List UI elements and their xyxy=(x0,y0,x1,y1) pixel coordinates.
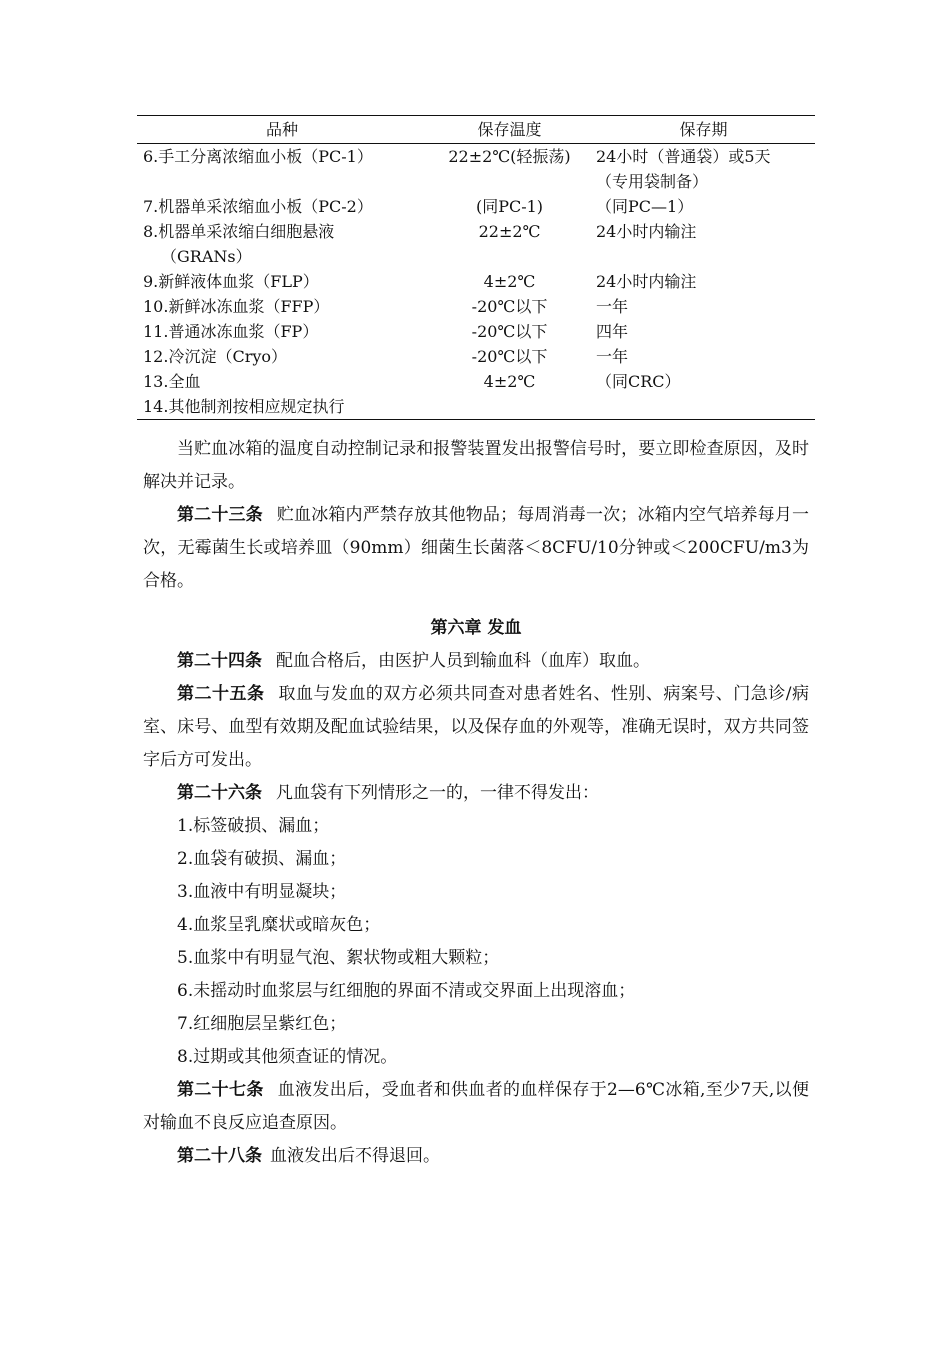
cell-variety: 7.机器单采浓缩血小板（PC-2） xyxy=(143,197,373,216)
cell-period-line1: 24小时（普通袋）或5天 xyxy=(596,147,771,166)
cell-temperature: -20℃以下 xyxy=(471,322,548,341)
table-row xyxy=(137,194,815,219)
cell-variety-line2: （GRANs） xyxy=(161,247,252,266)
cell-temperature: -20℃以下 xyxy=(471,297,548,316)
article-26 xyxy=(143,777,809,810)
article-23-title: 第二十三条 xyxy=(177,505,263,525)
table-header xyxy=(137,116,815,144)
cell-variety: 12.冷沉淀（Cryo） xyxy=(143,347,288,366)
list-item: 7.红细胞层呈紫红色； xyxy=(177,1014,347,1034)
storage-table xyxy=(137,115,815,420)
document-body xyxy=(143,433,809,1173)
header-temperature: 保存温度 xyxy=(477,120,542,139)
table-row xyxy=(137,294,815,319)
cell-period xyxy=(592,144,815,194)
article-24-text: 配血合格后，由医护人员到输血科（血库）取血。 xyxy=(276,651,650,671)
cell-variety xyxy=(137,144,427,194)
table-row xyxy=(137,394,815,419)
list-item: 2.血袋有破损、漏血； xyxy=(177,849,347,869)
cell-temperature: (同PC-1) xyxy=(475,197,544,216)
cell-period: 一年 xyxy=(596,297,629,316)
article-24-title: 第二十四条 xyxy=(177,651,262,671)
article-26-text: 凡血袋有下列情形之一的，一律不得发出： xyxy=(276,783,599,803)
table-row xyxy=(137,344,815,369)
cell-variety xyxy=(137,219,427,269)
cell-temperature: 4±2℃ xyxy=(483,372,536,391)
list-item: 8.过期或其他须查证的情况。 xyxy=(177,1047,398,1067)
cell-period: 一年 xyxy=(596,347,629,366)
list-item: 1.标签破损、漏血； xyxy=(177,816,330,836)
cell-period-line2: （专用袋制备） xyxy=(596,172,709,191)
list-item: 3.血液中有明显凝块； xyxy=(177,882,347,902)
list-item: 5.血浆中有明显气泡、絮状物或粗大颗粒； xyxy=(177,948,500,968)
cell-temperature: -20℃以下 xyxy=(471,347,548,366)
article-27 xyxy=(143,1074,809,1140)
cell-period: 四年 xyxy=(596,322,629,341)
article-25-text: 取血与发血的双方必须共同查对患者姓名、性别、病案号、门急诊/病室、床号、血型有效期及配血试验结果，以及保存血的外观等，准确无误时，双方共同签字后方可发出。 xyxy=(143,684,809,770)
cell-variety: 10.新鲜冰冻血浆（FFP） xyxy=(143,297,330,316)
cell-variety-text: 6.手工分离浓缩血小板（PC-1） xyxy=(143,147,373,166)
article-27-text: 血液发出后，受血者和供血者的血样保存于2—6℃冰箱,至少7天,以便对输血不良反应追查原因。 xyxy=(143,1080,810,1133)
cell-period: 24小时内输注 xyxy=(596,222,697,241)
cell-variety: 11.普通冰冻血浆（FP） xyxy=(143,322,319,341)
list-item: 4.血浆呈乳糜状或暗灰色； xyxy=(177,915,381,935)
article-25 xyxy=(143,678,809,777)
list-item: 6.未摇动时血浆层与红细胞的界面不清或交界面上出现溶血； xyxy=(177,981,636,1001)
table-row xyxy=(137,319,815,344)
article-28 xyxy=(143,1140,809,1173)
cell-period: （同PC—1） xyxy=(596,197,694,216)
cell-variety-line1: 8.机器单采浓缩白细胞悬液 xyxy=(143,222,335,241)
cell-variety: 13.全血 xyxy=(143,372,201,391)
table-row xyxy=(137,219,815,269)
table-row xyxy=(137,269,815,294)
cell-temperature: 22±2℃(轻振荡) xyxy=(448,147,571,166)
article-23-text: 贮血冰箱内严禁存放其他物品；每周消毒一次；冰箱内空气培养每月一次，无霉菌生长或培养皿（90mm）细菌生长菌落＜8CFU/10分钟或＜200CFU/m3为合格。 xyxy=(143,505,810,591)
cell-temperature: 4±2℃ xyxy=(483,272,536,291)
cell-variety: 14.其他制剂按相应规定执行 xyxy=(143,397,345,416)
paragraph-alarm: 当贮血冰箱的温度自动控制记录和报警装置发出报警信号时，要立即检查原因，及时解决并记录。 xyxy=(143,439,809,492)
chapter-heading: 第六章 发血 xyxy=(430,618,522,638)
table-row xyxy=(137,369,815,394)
header-period: 保存期 xyxy=(679,120,728,139)
cell-variety: 9.新鲜液体血浆（FLP） xyxy=(143,272,319,291)
cell-temperature: 22±2℃ xyxy=(478,222,541,241)
article-28-text: 血液发出后不得退回。 xyxy=(270,1146,440,1166)
cell-period: 24小时内输注 xyxy=(596,272,697,291)
article-23 xyxy=(143,499,809,598)
article-26-title: 第二十六条 xyxy=(177,783,262,803)
article-27-title: 第二十七条 xyxy=(177,1080,264,1100)
article-25-title: 第二十五条 xyxy=(177,684,265,704)
header-variety: 品种 xyxy=(265,120,298,139)
article-24 xyxy=(143,645,809,678)
cell-period: （同CRC） xyxy=(596,372,681,391)
article-28-title: 第二十八条 xyxy=(177,1146,262,1166)
table-row xyxy=(137,144,815,194)
